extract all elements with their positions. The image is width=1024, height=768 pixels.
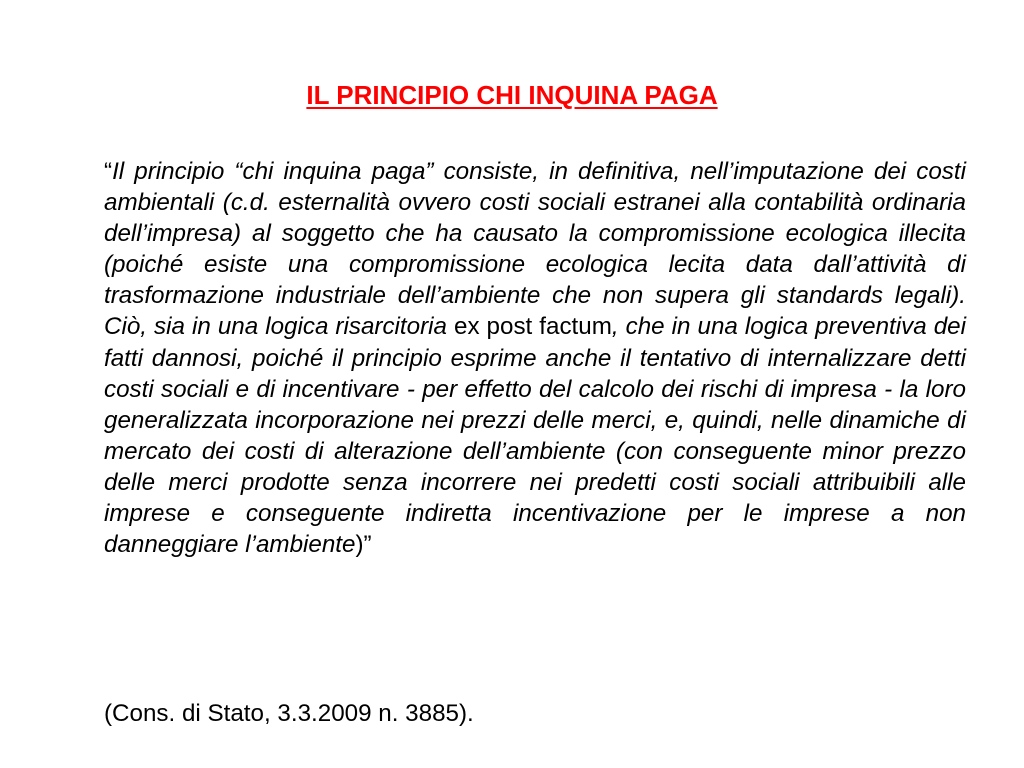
quote-open-mark: “ bbox=[104, 158, 113, 185]
quote-text-part3: , che in una logica preventiva dei fatti dannosi, poiché il principio esprime anche il tentativo di internalizzare detti costi sociali e di incentivare - per effetto del calcolo dei rischi di impresa - la loro generalizzata incorporazione nei prezzi delle merci, e, quindi, nelle dinamiche di mercato dei costi di alterazione dell’ambiente (con conseguente minor prezzo delle merci prodotte senza incorrere nei predetti costi sociali attribuibili alle imprese e conseguente indiretta incentivazione per le imprese a non danneggiare l’ambiente bbox=[104, 313, 966, 559]
quote-close-mark: )” bbox=[355, 531, 372, 559]
quote-text-part1: Il principio “chi inquina paga” consiste, in definitiva, nell’imputazione dei costi ambientali (c.d. esternalità ovvero costi sociali estranei alla contabilità ordinaria dell’impresa) al soggetto che ha causato la compromissione ecologica illecita (poiché esiste una compromissione ecologica lecita data dall’attività di trasformazione industriale dell’ambiente che non supera gli standards legali). Ciò, sia in una logica risarcitoria bbox=[104, 158, 966, 341]
citation: (Cons. di Stato, 3.3.2009 n. 3885). bbox=[104, 700, 474, 727]
quote-text-latin: ex post factum bbox=[446, 313, 612, 341]
quote-paragraph bbox=[104, 156, 966, 560]
slide-title: IL PRINCIPIO CHI INQUINA PAGA bbox=[306, 80, 718, 110]
